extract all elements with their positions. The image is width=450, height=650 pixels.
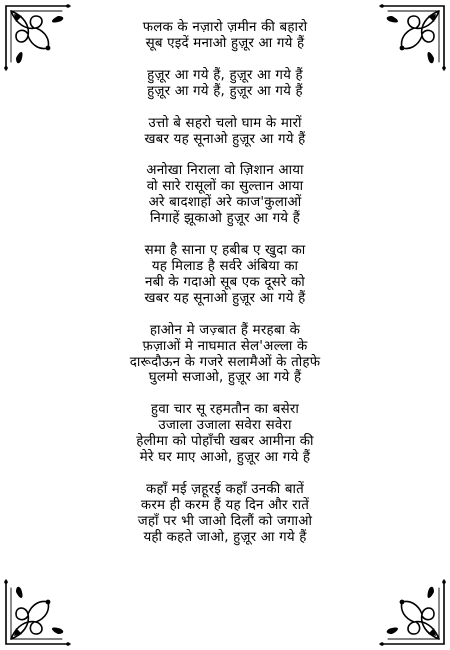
poem-line: खबर यह सूनाओ हुज़ूर आ गये हैं — [144, 290, 306, 306]
poem-line: वो सारे रासूलों का सुल्तान आया — [146, 179, 304, 195]
poem-line: दारूदौऊन के गजरे सलामैओं के तोहफे — [129, 354, 321, 370]
stanza — [60, 163, 390, 227]
poem-line: हुज़ूर आ गये हैं, हुज़ूर आ गये हैं — [147, 83, 303, 99]
poem-line: हुज़ूर आ गये हैं, हुज़ूर आ गये हैं — [147, 67, 303, 83]
poem-line: कहाँ मई ज़हूरई कहाँ उनकी बातें — [146, 481, 304, 497]
stanza — [60, 323, 390, 387]
poem-line: यह मिलाड है सर्वरे अंबिया का — [151, 258, 299, 274]
poem-line: सूब एइदें मनाओ हुज़ूर आ गये हैं — [145, 35, 305, 51]
poem-line: फ़ज़ाओं मे नाघमात सेल'अल्ला के — [142, 338, 308, 354]
stanza — [60, 68, 390, 100]
poem-line: उत्तो बे सहरो चलो घाम के मारों — [148, 115, 302, 131]
corner-flourish-icon — [2, 576, 74, 648]
poem-line: मेरे घर माए आओ, हुज़ूर आ गये हैं — [139, 450, 311, 466]
stanza — [60, 243, 390, 307]
stanza — [60, 116, 390, 148]
poem-line: यही कहते जाओ, हुज़ूर आ गये हैं — [143, 529, 307, 545]
poem-line: खबर यह सूनाओ हुज़ूर आ गये हैं — [144, 131, 306, 147]
poem-line: नबी के गदाओ सूब एक दूसरे को — [145, 274, 305, 290]
poem-line: समा है साना ए हबीब ए खुदा का — [144, 243, 306, 259]
poem-line: हेलीमा को पोहाँची खबर आमीना की — [136, 434, 314, 450]
poem-body — [60, 20, 390, 562]
poem-line: हाओन मे जज़्बात हैं मरहबा के — [149, 322, 301, 338]
poem-line: घुलमो सजाओ, हुज़ूर आ गये हैं — [148, 370, 302, 386]
stanza — [60, 402, 390, 466]
poem-line: अरे बादशाहों अरे काज'कुलाओं — [148, 195, 302, 211]
corner-flourish-icon — [376, 576, 448, 648]
poem-line: अनोखा निराला वो ज़िशान आया — [146, 163, 304, 179]
poem-line: निगाहें झूकाओ हुज़ूर आ गये हैं — [149, 211, 301, 227]
stanza — [60, 20, 390, 52]
poem-line: उजाला उजाला सवेरा सवेरा — [158, 418, 292, 434]
poem-line: करम ही करम हैं यह दिन और रातें — [140, 497, 310, 513]
stanza — [60, 482, 390, 546]
poem-line: हुवा चार सू रहमतौन का बसेरा — [150, 402, 300, 418]
poem-line: जहाँ पर भी जाओ दिलौं को जगाओ — [137, 513, 313, 529]
poem-line: फलक के नज़ारो ज़मीन की बहारो — [142, 20, 308, 35]
